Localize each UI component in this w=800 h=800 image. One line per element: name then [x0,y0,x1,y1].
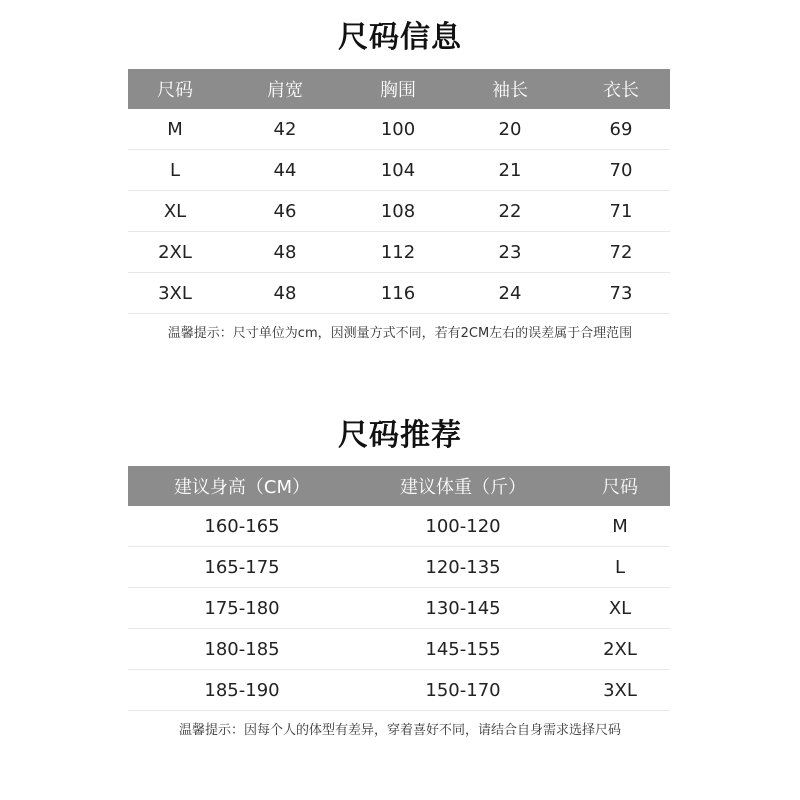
table-cell: 175-180 [204,597,280,619]
table-cell: 22 [498,200,522,222]
size-recommendation-note: 温馨提示：因每个人的体型有差异，穿着喜好不同，请结合自身需求选择尺码 [178,723,621,738]
table-cell: 130-145 [425,597,501,619]
table-row [128,109,670,150]
size-info-header-row [128,69,670,109]
table-cell: 112 [380,241,416,263]
table-cell: 2XL [603,638,637,660]
table-cell: 48 [273,241,297,263]
table-cell: XL [608,597,632,619]
table-cell: L [169,159,181,181]
table-cell: 71 [609,200,633,222]
table-cell: 44 [273,159,297,181]
table-cell: 23 [498,241,522,263]
size-info-header-cell: 衣长 [603,80,639,101]
size-recommendation-header-cell: 建议体重（斤） [400,477,526,498]
table-cell: 21 [498,159,522,181]
table-cell: 100-120 [425,515,501,537]
table-cell: 165-175 [204,556,280,578]
table-cell: XL [163,200,187,222]
table-row [128,629,670,670]
table-cell: 73 [609,282,633,304]
size-recommendation-header-cell: 尺码 [602,477,638,498]
table-cell: 69 [609,118,633,140]
table-cell: 116 [380,282,416,304]
size-recommendation-table [128,466,670,711]
size-info-table [128,69,670,314]
table-cell: 72 [609,241,633,263]
table-cell: L [614,556,626,578]
size-info-header-cell: 肩宽 [267,80,303,101]
table-cell: 160-165 [204,515,280,537]
table-row [128,191,670,232]
table-cell: 180-185 [204,638,280,660]
table-cell: 20 [498,118,522,140]
size-info-title: 尺码信息 [338,20,462,55]
table-cell: 70 [609,159,633,181]
table-cell: 150-170 [425,679,501,701]
size-info-header-cell: 袖长 [492,80,528,101]
table-row [128,273,670,314]
table-cell: 145-155 [425,638,501,660]
table-cell: 120-135 [425,556,501,578]
table-cell: 104 [380,159,416,181]
table-cell: 108 [380,200,416,222]
table-cell: 100 [380,118,416,140]
table-cell: 48 [273,282,297,304]
table-cell: 185-190 [204,679,280,701]
table-cell: 46 [273,200,297,222]
table-row [128,150,670,191]
table-row [128,547,670,588]
table-cell: 3XL [603,679,637,701]
table-cell: M [167,118,183,140]
table-cell: 24 [498,282,522,304]
size-recommendation-header-row [128,466,670,506]
table-cell: M [612,515,628,537]
table-cell: 2XL [158,241,192,263]
table-row [128,506,670,547]
table-row [128,670,670,711]
table-row [128,232,670,273]
size-info-header-cell: 尺码 [157,80,193,101]
table-cell: 3XL [158,282,192,304]
size-info-header-cell: 胸围 [380,80,416,101]
table-row [128,588,670,629]
size-recommendation-title: 尺码推荐 [338,418,462,453]
size-recommendation-header-cell: 建议身高（CM） [173,477,311,498]
table-cell: 42 [273,118,297,140]
size-info-note: 温馨提示：尺寸单位为cm，因测量方式不同，若有2CM左右的误差属于合理范围 [167,326,633,341]
